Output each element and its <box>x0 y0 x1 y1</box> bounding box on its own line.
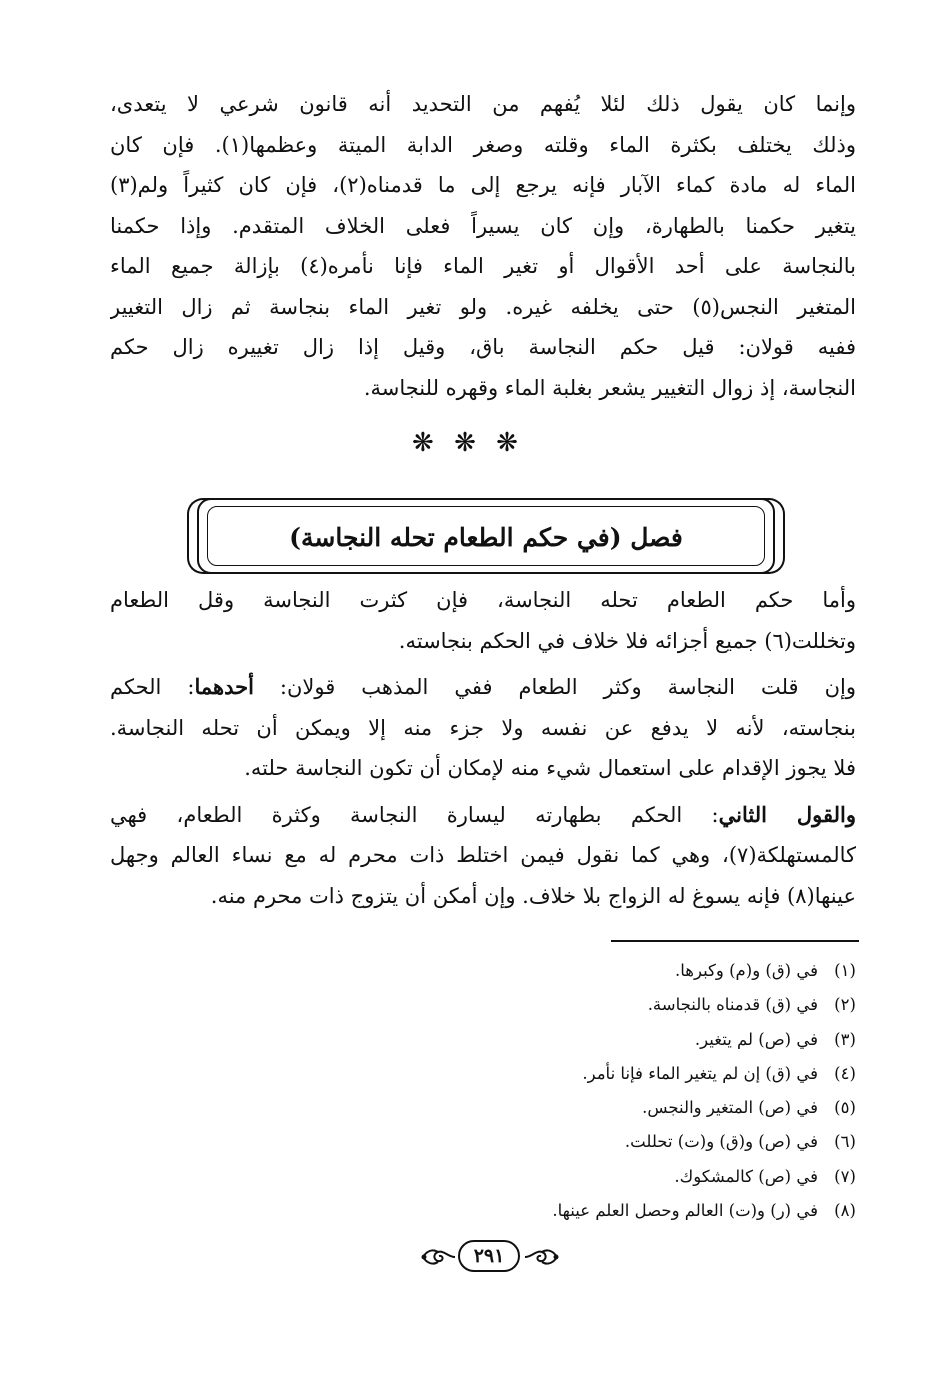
footnote-number: (٨) <box>834 1201 856 1221</box>
footnote-item <box>300 1023 862 1057</box>
text-line <box>110 795 856 836</box>
footnote-number: (٣) <box>834 1029 856 1049</box>
footnote-text: في (ص) و(ق) و(ت) تحللت. <box>624 1132 818 1152</box>
text-line: وإنما كان يقول ذلك لئلا يُفهم من التحديد أنه قانون شرعي لا يتعدى، <box>110 92 856 116</box>
flourish-right-icon <box>524 1240 560 1274</box>
footnote-number: (٥) <box>834 1098 856 1118</box>
page-number: ٢٩١ <box>458 1240 520 1272</box>
paragraph-food-ruling <box>110 580 856 916</box>
footnote-item <box>300 1091 862 1125</box>
text-line: المتغير النجس(٥) حتى يخلفه غيره. ولو تغير الماء بنجاسة ثم زال التغيير <box>110 294 856 319</box>
footnote-number: (٦) <box>834 1132 856 1152</box>
footnote-item <box>300 1057 862 1091</box>
footnote-item <box>300 954 862 988</box>
footnote-divider <box>611 940 859 942</box>
footnote-number: (٢) <box>834 995 856 1015</box>
text-line: يتغير حكمنا بالطهارة، وإن كان يسيراً فعلى الخلاف المتقدم. وإذا حكمنا <box>110 213 856 238</box>
bold-term: والقول الثاني <box>718 801 856 827</box>
footnote-text: في (ق) إن لم يتغير الماء فإنا نأمر. <box>582 1063 818 1083</box>
section-separator: ❋ ❋ ❋ <box>412 428 524 458</box>
text-line: ففيه قولان: قيل حكم النجاسة باق، وقيل إذا زال تغييره زال حكم <box>110 335 856 359</box>
text-line: عينها(٨) فإنه يسوغ له الزواج بلا خلاف. وإن أمكن أن يتزوج ذات محرم منه. <box>210 883 856 908</box>
text-run: : الحكم بطهارته ليسارة النجاسة وكثرة الطعام، فهي <box>110 802 719 827</box>
footnote-text: في (ق) و(م) وكبرها. <box>675 961 818 980</box>
flourish-left-icon <box>420 1240 456 1274</box>
footnotes <box>300 954 862 1228</box>
section-heading: فصل (في حكم الطعام تحله النجاسة) <box>289 523 683 552</box>
text-line: كالمستهلكة(٧)، وهي كما نقول فيمن اختلط ذات محرم له مع نساء العالم وجهل <box>110 843 856 867</box>
footnote-item <box>300 1125 862 1159</box>
footnote-item <box>300 1160 862 1194</box>
text-line: وأما حكم الطعام تحله النجاسة، فإن كثرت النجاسة وقل الطعام <box>110 588 856 612</box>
footnote-text: في (ق) قدمناه بالنجاسة. <box>647 995 818 1015</box>
footnote-text: في (ص) لم يتغير. <box>694 1029 818 1049</box>
footnote-text: في (ص) المتغير والنجس. <box>642 1098 818 1118</box>
section-heading-frame <box>197 498 775 574</box>
text-line: وذلك يختلف بكثرة الماء وقلته وصغر الدابة الميتة وعظمها(١). فإن كان <box>110 132 856 157</box>
text-run: : الحكم <box>110 675 195 699</box>
text-line: وتخللت(٦) جميع أجزائه فلا خلاف في الحكم بنجاسته. <box>398 628 856 653</box>
footnote-number: (٤) <box>834 1063 856 1083</box>
text-line: النجاسة، إذ زوال التغيير يشعر بغلبة الماء وقهره للنجاسة. <box>363 375 856 400</box>
bold-term: أحدهما <box>194 674 254 699</box>
page-number-ornament <box>420 1238 560 1278</box>
text-line <box>110 667 856 708</box>
footnote-text: في (ر) و(ت) العالم وحصل العلم عينها. <box>552 1201 818 1221</box>
footnote-item <box>300 988 862 1022</box>
text-line: بنجاسته، لأنه لا يدفع عن نفسه ولا جزء منه إلا ويمكن أن تحله النجاسة. <box>110 715 856 740</box>
text-line: فلا يجوز الإقدام على استعمال شيء منه لإمكان أن تكون النجاسة حلته. <box>244 756 856 780</box>
top-paragraph <box>110 84 856 408</box>
footnote-item <box>300 1194 862 1228</box>
text-line: بالنجاسة على أحد الأقوال أو تغير الماء فإنا نأمره(٤) بإزالة جميع الماء <box>110 254 856 278</box>
footnote-text: في (ص) كالمشكوك. <box>674 1166 818 1186</box>
footnote-number: (١) <box>834 961 856 980</box>
text-line: الماء له مادة كماء الآبار فإنه يرجع إلى ما قدمناه(٢)، فإن كان كثيراً ولم(٣) <box>110 173 856 197</box>
text-run: وإن قلت النجاسة وكثر الطعام ففي المذهب قولان: <box>253 675 856 699</box>
footnote-number: (٧) <box>834 1166 856 1186</box>
